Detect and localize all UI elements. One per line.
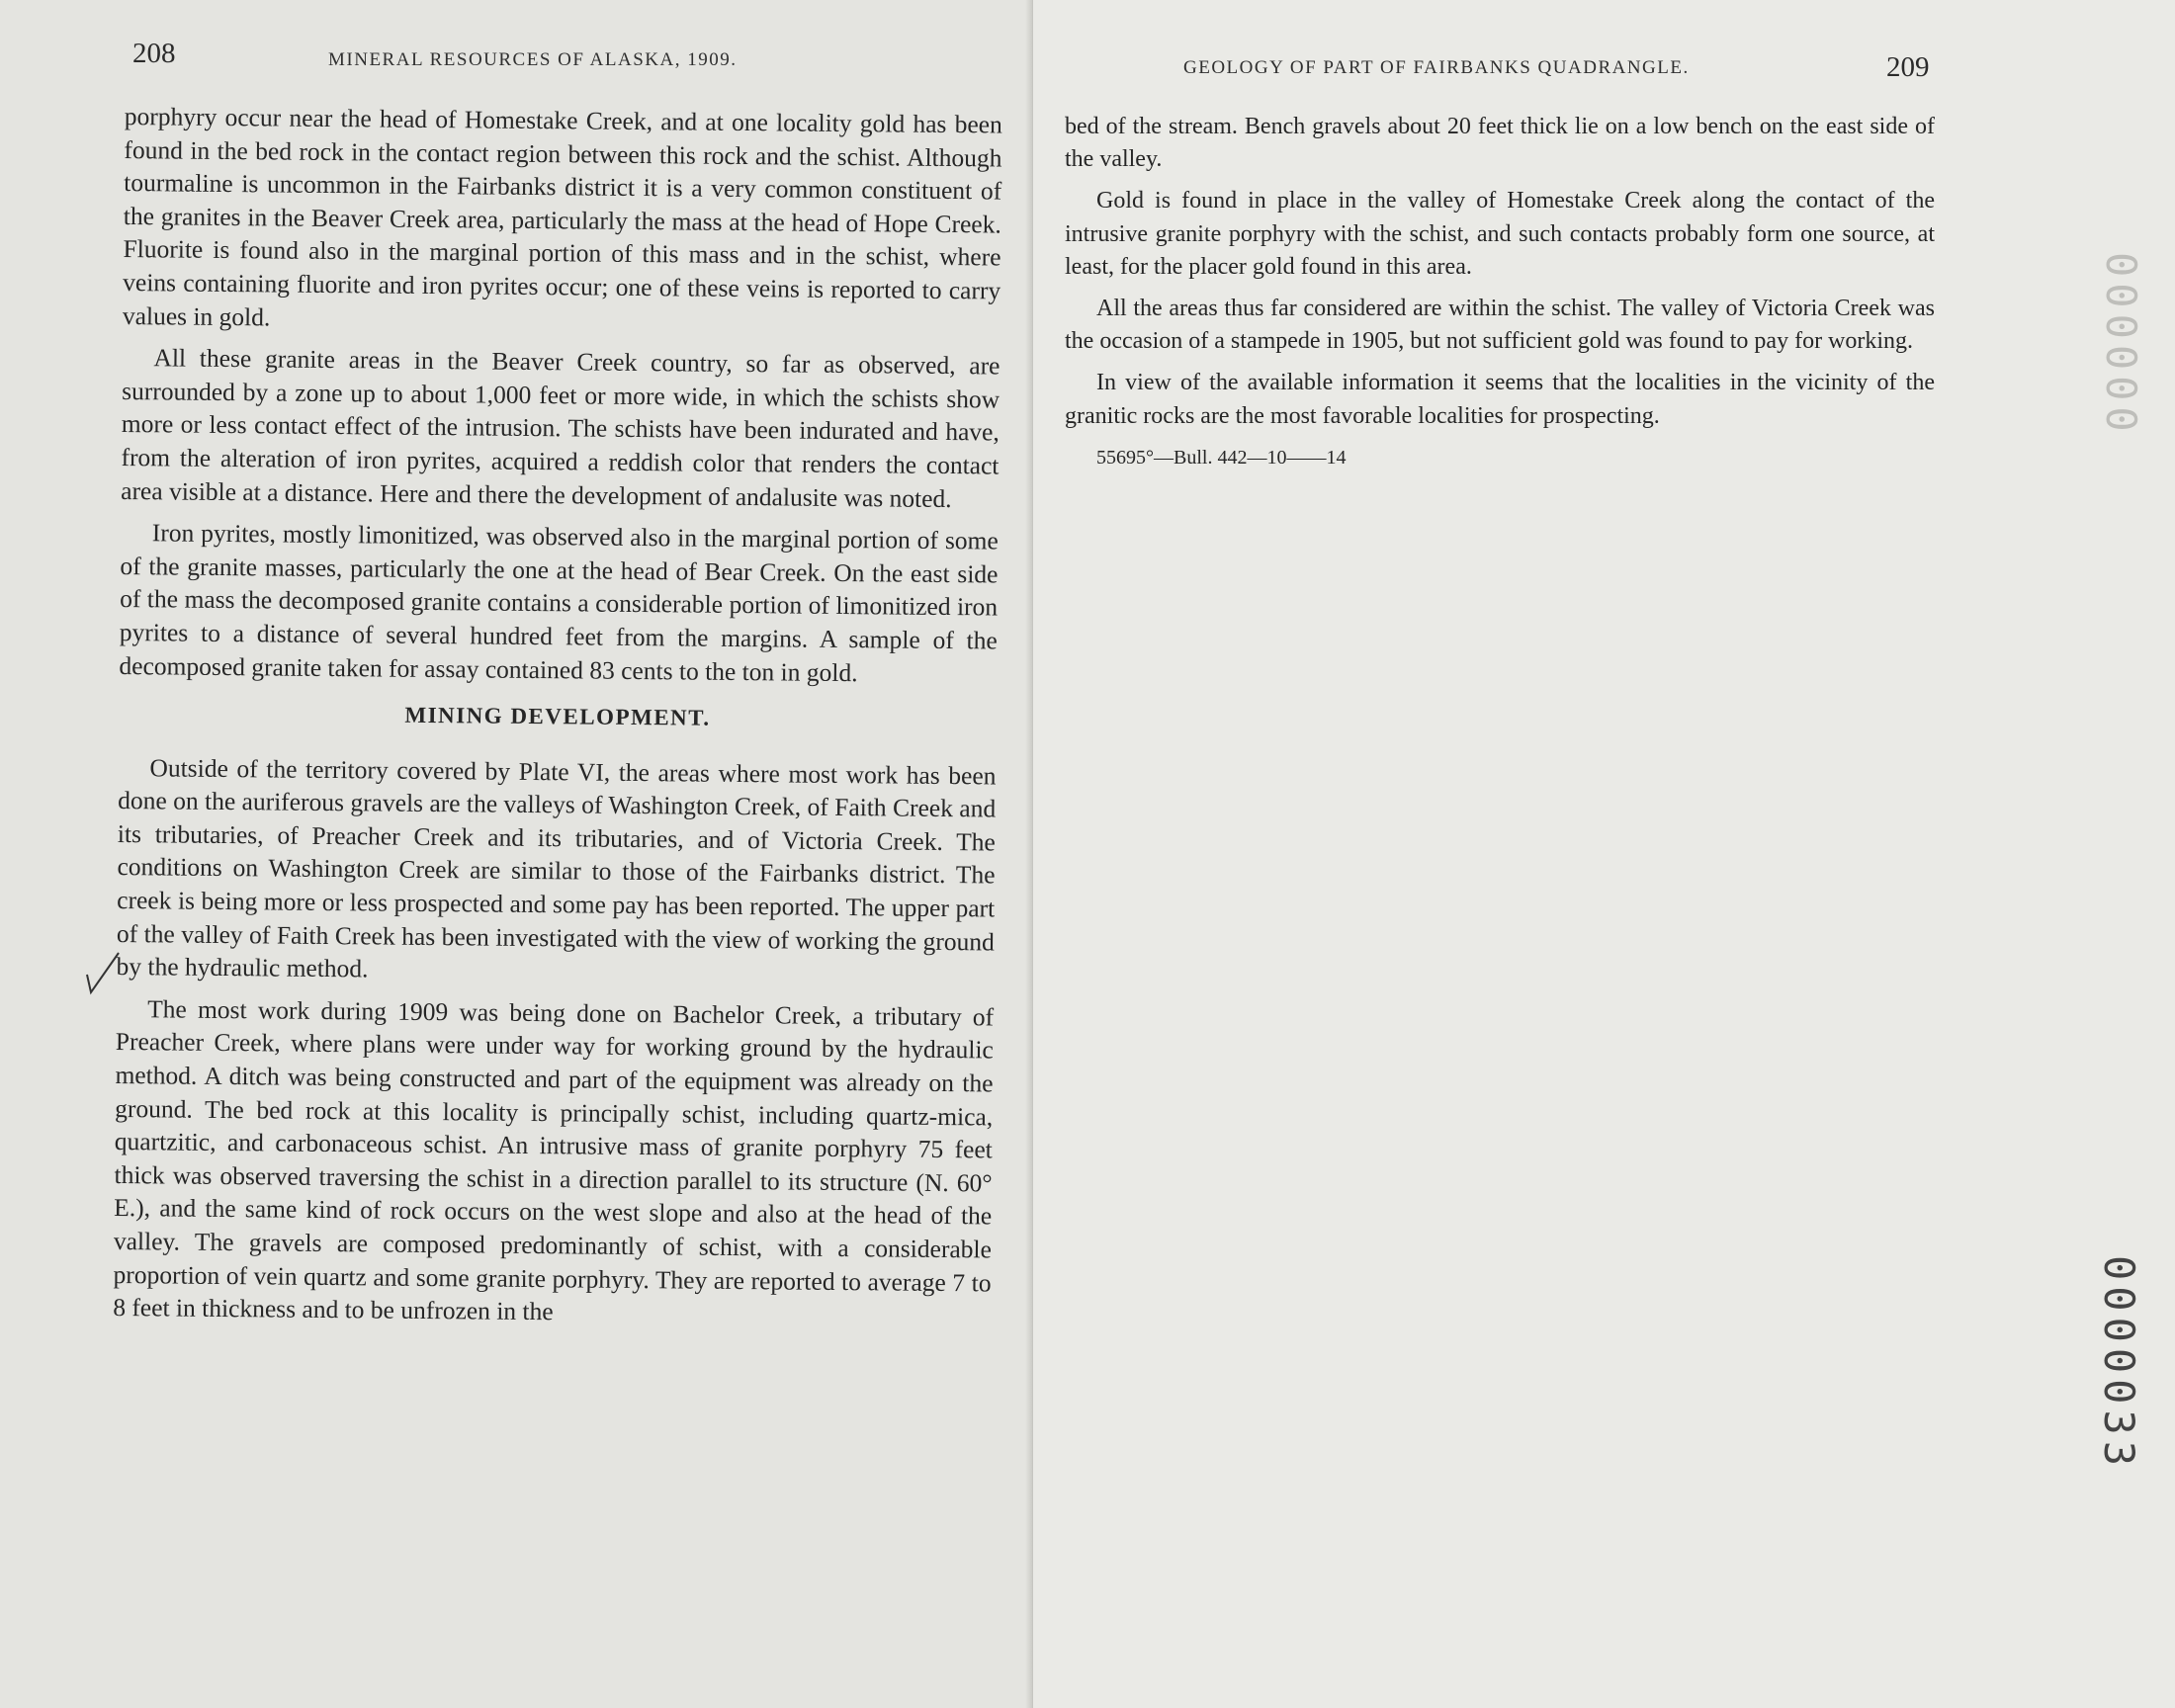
right-text-column — [1065, 111, 1935, 483]
paragraph: Iron pyrites, mostly limonitized, was observed also in the marginal portion of some of the granite masses, particularly the one at the head of Bear Creek. On the east side of the mass the decomposed granite contains a considerable portion of limonitized iron pyrites to a distance of several hundred feet from the margins. A sample of the decomposed granite taken for assay contained 83 cents to the ton in gold. — [119, 518, 999, 687]
archive-stamp-number: 0000033 — [2095, 1255, 2143, 1473]
running-head-left: MINERAL RESOURCES OF ALASKA, 1909. — [328, 49, 738, 70]
handwritten-check-mark — [83, 949, 123, 998]
left-page — [0, 0, 1033, 1708]
paragraph: All the areas thus far considered are within the schist. The valley of Victoria Creek was the occasion of a stampede in 1905, but not sufficient gold was found to pay for working. — [1065, 296, 1935, 355]
section-heading: MINING DEVELOPMENT. — [404, 702, 711, 730]
left-text-column — [113, 100, 1002, 1341]
printer-footnote: 55695°—Bull. 442—10——14 — [1096, 446, 1347, 469]
paragraph: In view of the available information it seems that the localities in the vicinity of the granitic rocks are the most favorable localities for prospecting. — [1065, 370, 1935, 429]
paragraph: All these granite areas in the Beaver Creek country, so far as observed, are surrounded by a zone up to about 1,000 feet or more wide, in which the schists show more or less contact effect of the intrusion. The schists have been indurated and have, from the alteration of iron pyrites, acquired a reddish color that renders the contact area visible at a distance. Here and there the development of andalusite was noted. — [121, 343, 1000, 513]
page-number-left: 208 — [132, 38, 176, 69]
paragraph: Outside of the territory covered by Plate VI, the areas where most work has been done on the auriferous gravels are the valleys of Washington Creek, of Faith Creek and its tributaries, of Preacher Creek and its tributaries, and of Victoria Creek. The conditions on Washington Creek are similar to those of the Fairbanks district. The creek is being more or less prospected and some pay has been reported. The upper part of the valley of Faith Creek has been investigated with the view of working the ground by the hydraulic method. — [116, 752, 997, 983]
faint-stamp-number: 000000 — [2097, 252, 2145, 438]
running-head-right: GEOLOGY OF PART OF FAIRBANKS QUADRANGLE. — [1183, 57, 1690, 78]
paragraph: porphyry occur near the head of Homestake Creek, and at one locality gold has been found in the bed rock in the contact region between this rock and the schist. Although tourmaline is uncommon in the Fairbanks district it is a very common constituent of the granites in the Beaver Creek area, particularly the mass at the head of Hope Creek. Fluorite is found also in the marginal portion of this mass and in the schist, where veins containing fluorite and iron pyrites occur; one of these veins is reported to carry values in gold. — [122, 101, 1002, 331]
paragraph: The most work during 1909 was being done on Bachelor Creek, a tributary of Preacher Creek, where plans were under way for working ground by the hydraulic method. A ditch was being constructed and part of the equipment was already on the ground. The bed rock at this locality is principally schist, including quartz-mica, quartzitic, and carbonaceous schist. An intrusive mass of granite porphyry 75 feet thick was observed traversing the schist in a direction parallel to its structure (N. 60° E.), and the same kind of rock occurs on the west slope and also at the head of the valley. The gravels are composed predominantly of schist, with a considerable proportion of vein quartz and some granite porphyry. They are reported to average 7 to 8 feet in thickness and to be unfrozen in the — [113, 994, 995, 1326]
paragraph: Gold is found in place in the valley of Homestake Creek along the contact of the intrusive granite porphyry with the schist, and such contacts probably form one source, at least, for the placer gold found in this area. — [1065, 188, 1935, 280]
paragraph: bed of the stream. Bench gravels about 20 feet thick lie on a low bench on the east side of the valley. — [1065, 114, 1935, 173]
page-number-right: 209 — [1886, 51, 1930, 83]
